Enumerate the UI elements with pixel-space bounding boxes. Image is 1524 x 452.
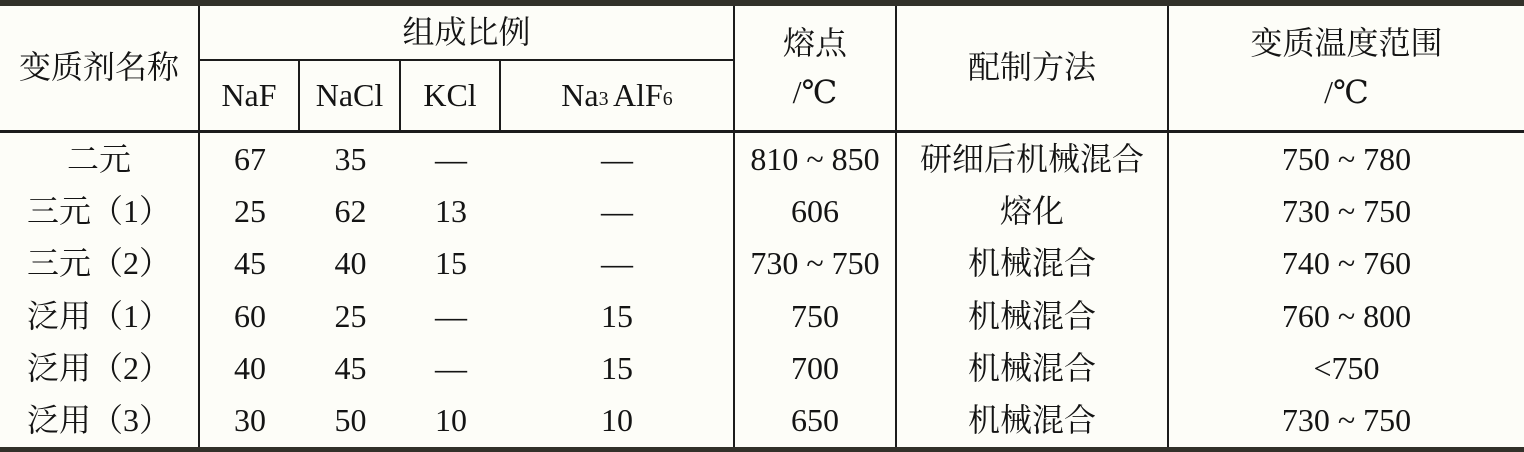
header-na3alf6: Na $_3$ AlF $_6$: [501, 61, 735, 133]
r2-nacl: 62: [334, 192, 367, 229]
r3-na3alf6: —: [501, 238, 735, 290]
temp-range-label: 变质温度范围: [1250, 24, 1443, 61]
r2-melting: 606: [735, 185, 897, 237]
r3-melting: 730 ~ 750: [735, 238, 897, 290]
r1-name: 二元: [0, 133, 200, 185]
r4-naf: 60: [234, 297, 266, 334]
r5-nacl: 45: [334, 349, 367, 386]
r2-method: 熔化: [897, 185, 1169, 237]
r1-range: 750 ~ 780: [1281, 140, 1412, 177]
r5-na3alf6: 15: [501, 342, 735, 394]
r5-name: 泛用（2）: [0, 342, 200, 394]
r6-na3alf6: 10: [501, 395, 735, 447]
r4-nacl: 25: [334, 297, 367, 334]
r4-name: 泛用（1）: [0, 290, 200, 342]
r5-melting: 700: [735, 342, 897, 394]
melting-point-unit: /℃: [792, 74, 838, 110]
r6-kcl: 10: [435, 402, 467, 439]
r1-nacl: 35: [334, 140, 367, 177]
r6-method: 机械混合: [897, 395, 1169, 447]
r1-naf: 67: [234, 140, 266, 177]
r4-na3alf6: 15: [501, 290, 735, 342]
r3-method: 机械混合: [897, 238, 1169, 290]
r1-na3alf6: —: [501, 133, 735, 185]
r2-name: 三元（1）: [0, 185, 200, 237]
header-melting-point: [735, 6, 897, 133]
r6-name: 泛用（3）: [0, 395, 200, 447]
r2-kcl: 13: [435, 192, 467, 229]
na3alf6-part1: Na: [561, 76, 599, 113]
na3alf6-part2: AlF: [612, 76, 663, 113]
r1-melting: 810 ~ 850: [735, 133, 897, 185]
temp-range-unit: /℃: [1324, 74, 1369, 110]
header-kcl: KCl: [401, 61, 501, 133]
r3-nacl: 40: [334, 245, 367, 282]
r6-naf: 30: [234, 402, 266, 439]
r2-range: 730 ~ 750: [1281, 192, 1412, 229]
r3-name: 三元（2）: [0, 238, 200, 290]
header-naf: NaF: [200, 61, 300, 133]
r3-kcl: 15: [435, 245, 467, 282]
r2-naf: 25: [234, 192, 266, 229]
r4-melting: 750: [735, 290, 897, 342]
r6-range: 730 ~ 750: [1281, 402, 1412, 439]
r4-range: 760 ~ 800: [1281, 297, 1412, 334]
r1-method: 研细后机械混合: [897, 133, 1169, 185]
r3-naf: 45: [234, 245, 266, 282]
r4-kcl: —: [435, 297, 467, 334]
r3-range: 740 ~ 760: [1281, 245, 1412, 282]
header-modification-temp-range: [1169, 6, 1524, 133]
r5-naf: 40: [234, 349, 266, 386]
r2-na3alf6: —: [501, 185, 735, 237]
melting-point-label: 熔点: [782, 24, 847, 61]
header-nacl: NaCl: [300, 61, 401, 133]
r5-kcl: —: [435, 349, 467, 386]
r6-nacl: 50: [334, 402, 367, 439]
header-composition-ratio: 组成比例: [200, 6, 735, 61]
r4-method: 机械混合: [897, 290, 1169, 342]
r6-melting: 650: [735, 395, 897, 447]
header-modifier-name: 变质剂名称: [0, 6, 200, 133]
r5-range: <750: [1313, 349, 1380, 386]
r1-kcl: —: [435, 140, 467, 177]
header-preparation-method: 配制方法: [897, 6, 1169, 133]
r5-method: 机械混合: [897, 342, 1169, 394]
